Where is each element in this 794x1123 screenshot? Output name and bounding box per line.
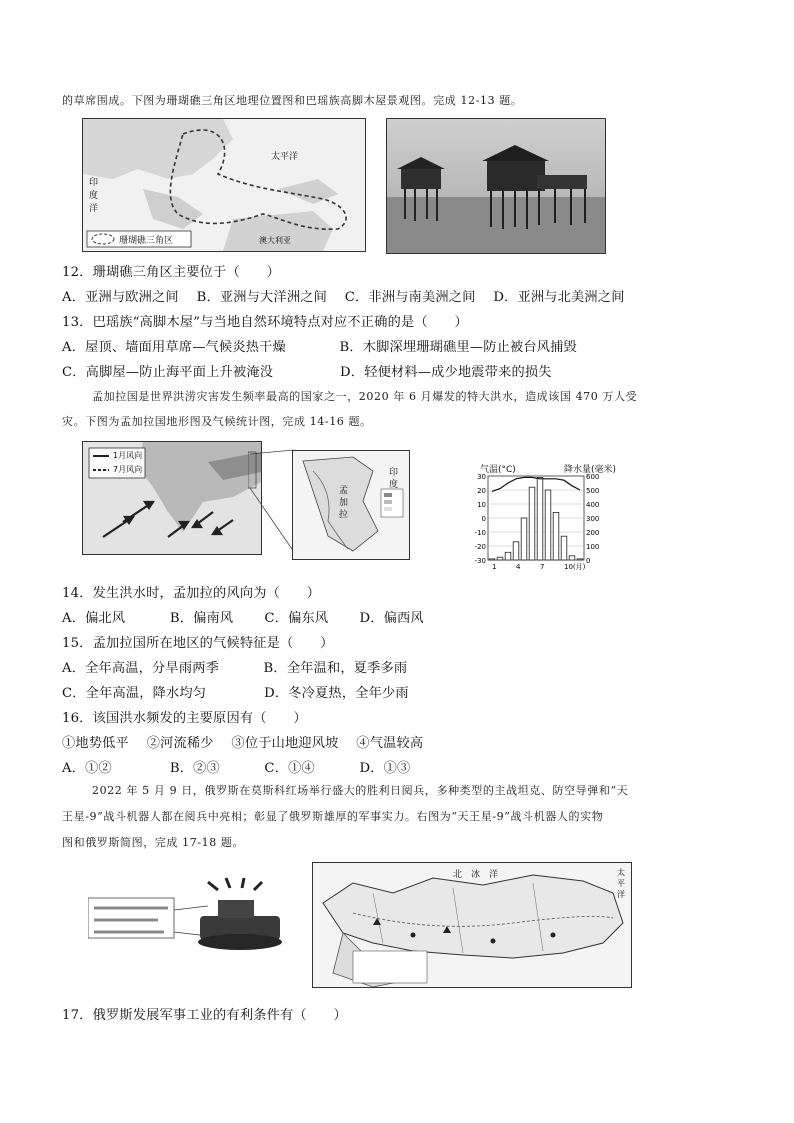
q15-stem: 15．孟加拉国所在地区的气候特征是（ ） <box>62 636 334 651</box>
precip-bar <box>569 556 575 560</box>
left-tick-label: 20 <box>477 487 486 495</box>
legend-jan-wind: 1月风向 <box>113 451 143 460</box>
precip-bar <box>545 490 551 560</box>
q16-reasons: ①地势低平 ②河流稀少 ③位于山地迎风坡 ④气温较高 <box>62 736 424 751</box>
stilt-house-photo <box>386 118 606 254</box>
q12-stem: 12．珊瑚礁三角区主要位于（ ） <box>62 265 280 280</box>
left-tick-label: 10 <box>477 501 486 509</box>
intro-12-13: 的草席围成。下图为珊瑚礁三角区地理位置图和巴瑶族高脚木屋景观图。完成 12-13 题。 <box>62 94 523 107</box>
x-tick-label: 4 <box>516 563 521 571</box>
russia-map <box>312 862 632 988</box>
x-tick-label: 7 <box>540 563 545 571</box>
right-tick-label: 300 <box>586 515 600 523</box>
pacific-label: 太平洋 <box>271 152 299 162</box>
right-tick-label: 400 <box>586 501 600 509</box>
precip-bar <box>513 542 519 560</box>
q16-stem: 16．该国洪水频发的主要原因有（ ） <box>62 711 307 726</box>
uran-9-robot-photo <box>88 876 288 956</box>
q15-options-cd: C．全年高温，降水均匀 D．冬冷夏热，全年少雨 <box>62 686 409 701</box>
intro-14-16-line2: 灾。下图为孟加拉国地形图及气候统计图，完成 14-16 题。 <box>62 415 372 428</box>
q12-options: A．亚洲与欧洲之间 B．亚洲与大洋洲之间 C．非洲与南美洲之间 D．亚洲与北美洲之间 <box>62 290 625 305</box>
left-tick-label: 0 <box>481 515 486 523</box>
precip-bar <box>505 552 511 560</box>
precip-bar <box>529 487 535 560</box>
q16-options: A．①② B．②③ C．①④ D．①③ <box>62 761 411 776</box>
precip-bar <box>537 477 543 560</box>
right-tick-label: 200 <box>586 529 600 537</box>
precip-bar <box>561 536 567 560</box>
bangladesh-terrain-map <box>292 450 410 560</box>
left-tick-label: -10 <box>474 529 486 537</box>
left-tick-label: 30 <box>477 473 486 481</box>
climate-chart <box>468 462 618 574</box>
pacific-ocean-label: 太平洋 <box>617 868 625 899</box>
precip-bar <box>577 559 583 560</box>
precip-bar <box>497 557 503 560</box>
left-tick-label: -30 <box>474 557 486 565</box>
map-label-yin: 印 <box>389 468 399 478</box>
right-tick-label: 0 <box>586 557 591 565</box>
zoom-connector <box>248 448 298 558</box>
map-label-jia: 加 <box>339 498 349 508</box>
precip-bar <box>521 518 527 560</box>
q13-stem: 13．巴瑶族“高脚木屋”与当地自然环境特点对应不正确的是（ ） <box>62 315 468 330</box>
chart-ylabel-left: 气温(°C) <box>480 465 516 475</box>
south-asia-wind-map <box>82 441 262 555</box>
legend-coral-triangle: 珊瑚礁三角区 <box>119 236 174 246</box>
australia-label: 澳大利亚 <box>259 236 291 245</box>
intro-14-16-line1: 孟加拉国是世界洪涝灾害发生频率最高的国家之一，2020 年 6 月爆发的特大洪水，造成该国 470 万人受 <box>92 390 638 403</box>
q17-stem: 17．俄罗斯发展军事工业的有利条件有（ ） <box>62 1008 347 1023</box>
legend-jul-wind: 7月风向 <box>113 465 143 474</box>
coral-triangle-map <box>82 118 366 252</box>
right-tick-label: 100 <box>586 543 600 551</box>
q15-options-ab: A．全年高温，分旱雨两季 B．全年温和，夏季多雨 <box>62 661 408 676</box>
q14-stem: 14．发生洪水时，孟加拉的风向为（ ） <box>62 586 321 601</box>
precip-bar <box>553 512 559 560</box>
climate-chart-svg <box>468 462 618 574</box>
right-tick-label: 600 <box>586 473 600 481</box>
map-label-meng: 孟 <box>339 486 349 496</box>
chart-ylabel-right: 降水量(毫米) <box>564 465 617 475</box>
precip-bar <box>489 559 495 560</box>
left-tick-label: -20 <box>474 543 486 551</box>
right-tick-label: 500 <box>586 487 600 495</box>
q14-options: A．偏北风 B．偏南风 C．偏东风 D．偏西风 <box>62 611 424 626</box>
intro-17-18-line2: 王星-9”战斗机器人都在阅兵中亮相；彰显了俄罗斯雄厚的军事实力。右图为“天王星-9”战斗机器人的实物 <box>62 810 604 823</box>
q13-options-cd: C．高脚屋—防止海平面上升被淹没 D．轻便材料—成少地震带来的损失 <box>62 365 552 380</box>
intro-17-18-line1: 2022 年 5 月 9 日，俄罗斯在莫斯科红场举行盛大的胜利日阅兵，多种类型的主战坦克、防空导弹和“天 <box>92 784 629 797</box>
intro-17-18-line3: 图和俄罗斯简图，完成 17-18 题。 <box>62 836 245 849</box>
map-label-du: 度 <box>389 480 399 490</box>
x-tick-label: 1 <box>492 563 497 571</box>
x-tick-label: 10(月) <box>564 563 586 571</box>
arctic-ocean-label: 北 冰 洋 <box>453 870 499 880</box>
q13-options-ab: A．屋顶、墙面用草席—气候炎热干燥 B．木脚深埋珊瑚礁里—防止被台风捕毁 <box>62 340 577 355</box>
map-label-la: 拉 <box>339 510 349 520</box>
indian-ocean-label: 印度洋 <box>89 178 99 214</box>
